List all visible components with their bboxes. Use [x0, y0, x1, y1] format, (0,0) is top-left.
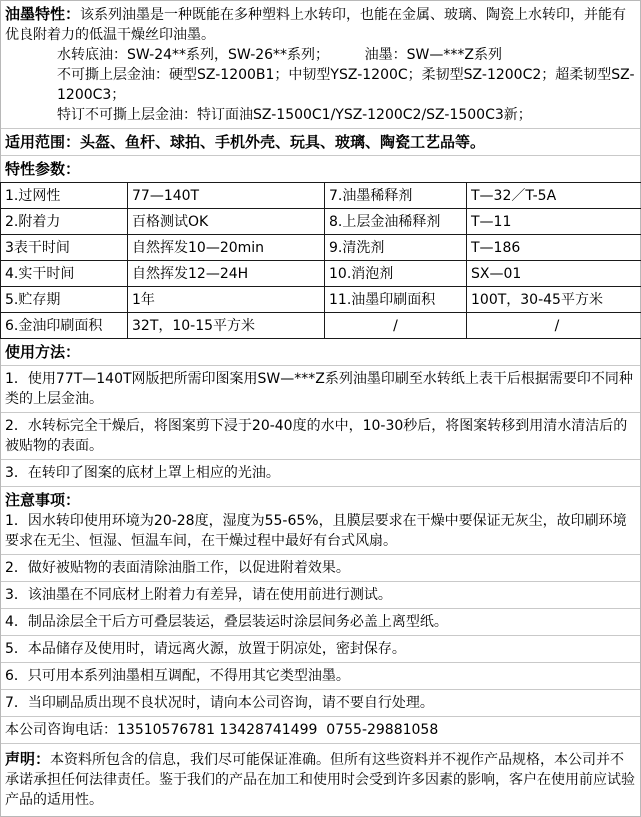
param-label-cell: 5.贮存期: [1, 287, 128, 313]
param-value-cell: T—11: [467, 209, 641, 235]
table-row: [1, 183, 641, 209]
param-label-cell: 11.油墨印刷面积: [325, 287, 467, 313]
usage-heading-row: 使用方法：: [1, 339, 640, 366]
usage-item-row: 1．使用77T—140T网版把所需印图案用SW—***Z系列油墨印刷至水转纸上表干后根据需要印不同种类的上层金油。: [1, 366, 640, 413]
param-value-cell: 77—140T: [128, 183, 325, 209]
usage-item-row: 3．在转印了图案的底材上罩上相应的光油。: [1, 460, 640, 487]
custom-topcoat-line: 特订不可撕上层金油：特订面油SZ-1500C1/YSZ-1200C2/SZ-1500C3新；: [57, 105, 636, 125]
notes-heading: 注意事项：: [5, 490, 636, 510]
param-value-cell: 32T，10-15平方米: [128, 313, 325, 339]
notes-item: 1．因水转印使用环境为20-28度，湿度为55-65%，且膜层要求在干燥中要保证无灰尘，故印刷环境要求在无尘、恒湿、恒温车间，在干燥过程中最好有台式风扇。: [5, 511, 636, 551]
param-value-cell: SX—01: [467, 261, 641, 287]
notes-item-row: 2．做好被贴物的表面清除油脂工作，以促进附着效果。: [1, 555, 640, 582]
table-row: [1, 287, 641, 313]
param-value-cell: 自然挥发10—20min: [128, 235, 325, 261]
disclaimer-label: 声明：: [5, 750, 50, 768]
params-heading-row: 特性参数：: [1, 156, 640, 182]
notes-item-row: 5．本品储存及使用时，请远离火源，放置于阴凉处，密封保存。: [1, 636, 640, 663]
param-label-cell: 2.附着力: [1, 209, 128, 235]
table-row: [1, 261, 641, 287]
application-scope-row: 适用范围：头盔、鱼杆、球拍、手机外壳、玩具、玻璃、陶瓷工艺品等。: [1, 129, 640, 156]
param-label-cell: 8.上层金油稀释剂: [325, 209, 467, 235]
disclaimer-row: [1, 744, 640, 816]
ink-properties-label: 油墨特性：: [5, 5, 80, 23]
param-value-cell: 1年: [128, 287, 325, 313]
ink-properties-text: 该系列油墨是一种既能在多种塑料上水转印，也能在金属、玻璃、陶瓷上水转印，并能有优良附着力的低温干燥丝印油墨。: [5, 7, 626, 43]
primer-series-line: 水转底油：SW-24**系列，SW-26**系列； 油墨：SW—***Z系列: [57, 45, 636, 65]
topcoat-types-line: 不可撕上层金油：硬型SZ-1200B1；中韧型YSZ-1200C；柔韧型SZ-1200C2；超柔韧型SZ-1200C3；: [57, 65, 636, 105]
ink-properties-paragraph: [5, 4, 636, 45]
notes-item-row: 3．该油墨在不同底材上附着力有差异，请在使用前进行测试。: [1, 582, 640, 609]
param-value-cell: 100T，30-45平方米: [467, 287, 641, 313]
notes-item-row: 7．当印刷品质出现不良状况时，请向本公司咨询，请不要自行处理。: [1, 690, 640, 717]
ink-properties-section: [1, 1, 640, 129]
param-empty-cell: /: [325, 313, 467, 339]
param-label-cell: 9.清洗剂: [325, 235, 467, 261]
notes-section-row: [1, 487, 640, 555]
params-table: [0, 182, 641, 339]
param-label-cell: 3表干时间: [1, 235, 128, 261]
param-label-cell: 6.金油印刷面积: [1, 313, 128, 339]
notes-item-row: 4．制品涂层全干后方可叠层装运，叠层装运时涂层间务必盖上离型纸。: [1, 609, 640, 636]
param-label-cell: 1.过网性: [1, 183, 128, 209]
disclaimer-text: 本资料所包含的信息，我们尽可能保证准确。但所有这些资料并不视作产品规格，本公司并不承诺承担任何法律责任。鉴于我们的产品在加工和使用时会受到许多因素的影响，客户在使用前应试验产品的适用性。: [5, 752, 635, 808]
param-label-cell: 10.消泡剂: [325, 261, 467, 287]
param-label-cell: 7.油墨稀释剂: [325, 183, 467, 209]
table-row: [1, 209, 641, 235]
usage-item-row: 2．水转标完全干燥后，将图案剪下浸于20-40度的水中，10-30秒后，将图案转移到用清水清洁后的被贴物的表面。: [1, 413, 640, 460]
param-value-cell: T—186: [467, 235, 641, 261]
notes-item-row: 6．只可用本系列油墨相互调配，不得用其它类型油墨。: [1, 663, 640, 690]
contact-phone-row: 本公司咨询电话：13510576781 13428741499 0755-29881058: [1, 717, 640, 744]
param-label-cell: 4.实干时间: [1, 261, 128, 287]
param-value-cell: 百格测试OK: [128, 209, 325, 235]
param-value-cell: 自然挥发12—24H: [128, 261, 325, 287]
param-value-cell: T—32／T-5A: [467, 183, 641, 209]
param-empty-cell: /: [467, 313, 641, 339]
table-row: [1, 235, 641, 261]
table-row: [1, 313, 641, 339]
